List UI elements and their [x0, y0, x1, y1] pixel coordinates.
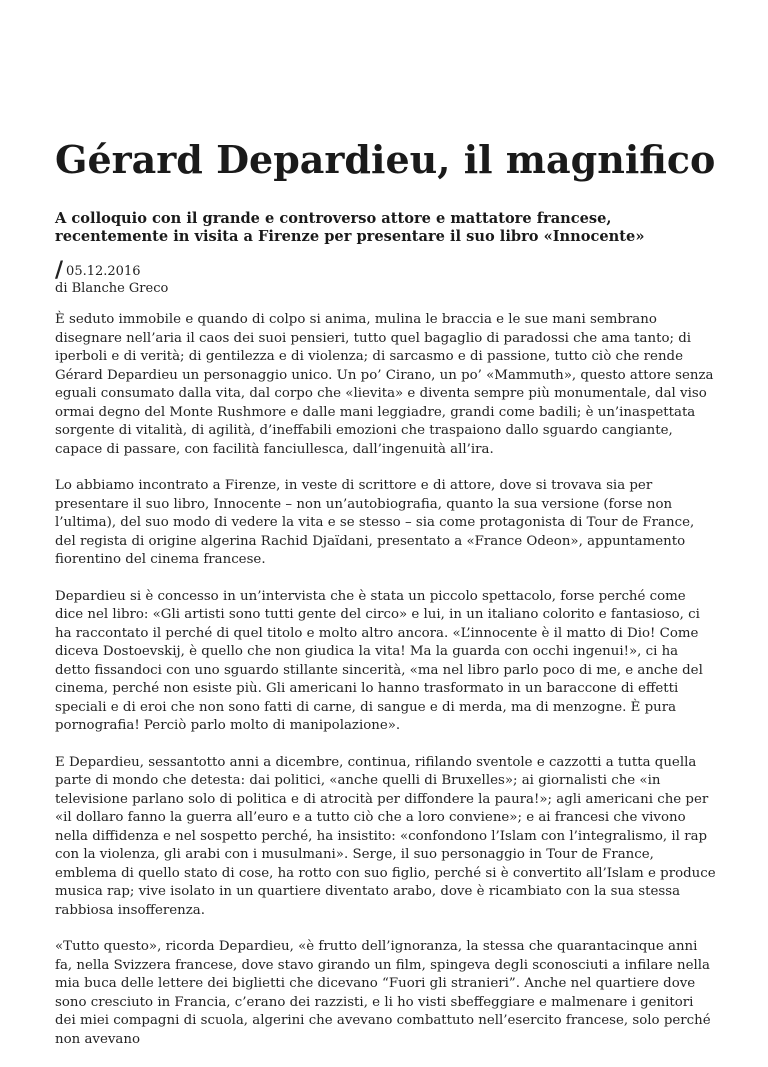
paragraph: È seduto immobile e quando di colpo si anima, mulina le braccia e le sue mani sembrano disegnare nell’aria il caos dei suoi pensieri, tutto quel bagaglio di paradossi che ama tanto; di iperboli e di verità; di gentilezza e di violenza; di sarcasmo e di passione, tutto ciò che rende Gérard Depardieu un personaggio unico. Un po’ Cirano, un po’ «Mammuth», questo attore senza eguali consumato dalla vita, dal corpo che «lievita» e diventa sempre più monumentale, dal viso ormai degno del Monte Rushmore e dalle mani leggiadre, grandi come badili; è un’inaspettata sorgente di vitalità, di agilità, d’ineffabili emozioni che traspaiono dallo sguardo cangiante, capace di passare, con facilità fanciullesca, dall’ingenuità all’ira.	[55, 312, 714, 457]
publish-date: 05.12.2016	[66, 264, 141, 279]
article-title: Gérard Depardieu, il magnifico	[55, 137, 716, 182]
separator-slash: /	[55, 258, 64, 283]
paragraph: Depardieu si è concesso in un’intervista che è stata un piccolo spettacolo, forse perché come dice nel libro: «Gli artisti sono tutti gente del circo» e lui, in un italiano colorito e fantasioso, ci ha raccontato il perché di quel titolo e molto altro ancora. «L’innocente è il matto di Dio! Come diceva Dostoevskij, è quello che non giudica la vita! Ma la guarda con occhi ingenui!», ci ha detto fissandoci con uno sguardo stillante sincerità, «ma nel libro parlo poco di me, e anche del cinema, perché non esiste più. Gli americani lo hanno trasformato in un baraccone di effetti speciali e di eroi che non sono fatti di carne, di sangue e di merda, ma di menzogne. È pura pornografia! Perciò parlo molto di manipolazione».	[55, 588, 703, 733]
article-subtitle: A colloquio con il grande e controverso attore e mattatore francese, recentemente in visita a Firenze per presentare il suo libro «Innocente»	[55, 210, 645, 245]
paragraph: Lo abbiamo incontrato a Firenze, in veste di scrittore e di attore, dove si trovava sia per presentare il suo libro, Innocente – non un’autobiografia, quanto la sua versione (forse non l’ultima), del suo modo di vedere la vita e se stesso – sia come protagonista di Tour de France, del regista di origine algerina Rachid Djaïdani, presentato a «France Odeon», appuntamento fiorentino del cinema francese.	[55, 478, 695, 567]
paragraph: «Tutto questo», ricorda Depardieu, «è frutto dell’ignoranza, la stessa che quarantacinque anni fa, nella Svizzera francese, dove stavo girando un film, spingeva degli sconosciuti a infilare nella mia buca delle lettere dei biglietti che dicevano “Fuori gli stranieri”. Anche nel quartiere dove sono cresciuto in Francia, c’erano dei razzisti, e li ho visti sbeffeggiare e malmenare i genitori dei miei compagni di scuola, algerini che avevano combattuto nell’esercito francese, solo perché non avevano	[55, 939, 711, 1047]
article-body	[55, 311, 717, 1067]
article-meta	[55, 258, 169, 297]
author-byline: di Blanche Greco	[55, 281, 169, 296]
paragraph: E Depardieu, sessantotto anni a dicembre, continua, rifilando sventole e cazzotti a tutta quella parte di mondo che detesta: dai politici, «anche quelli di Bruxelles»; ai giornalisti che «in televisione parlano solo di politica e di atrocità per diffondere la paura!»; agli americani che per «il dollaro fanno la guerra all’euro e a tutto ciò che a loro conviene»; e ai francesi che vivono nella diffidenza e nel sospetto perché, ha insistito: «confondono l’Islam con l’integralismo, il rap con la violenza, gli arabi con i musulmani». Serge, il suo personaggio in Tour de France, emblema di quello stato di cose, ha rotto con suo figlio, perché si è convertito all’Islam e produce musica rap; vive isolato in un quartiere diventato arabo, dove è ricambiato con la sua stessa rabbiosa insofferenza.	[55, 754, 716, 918]
